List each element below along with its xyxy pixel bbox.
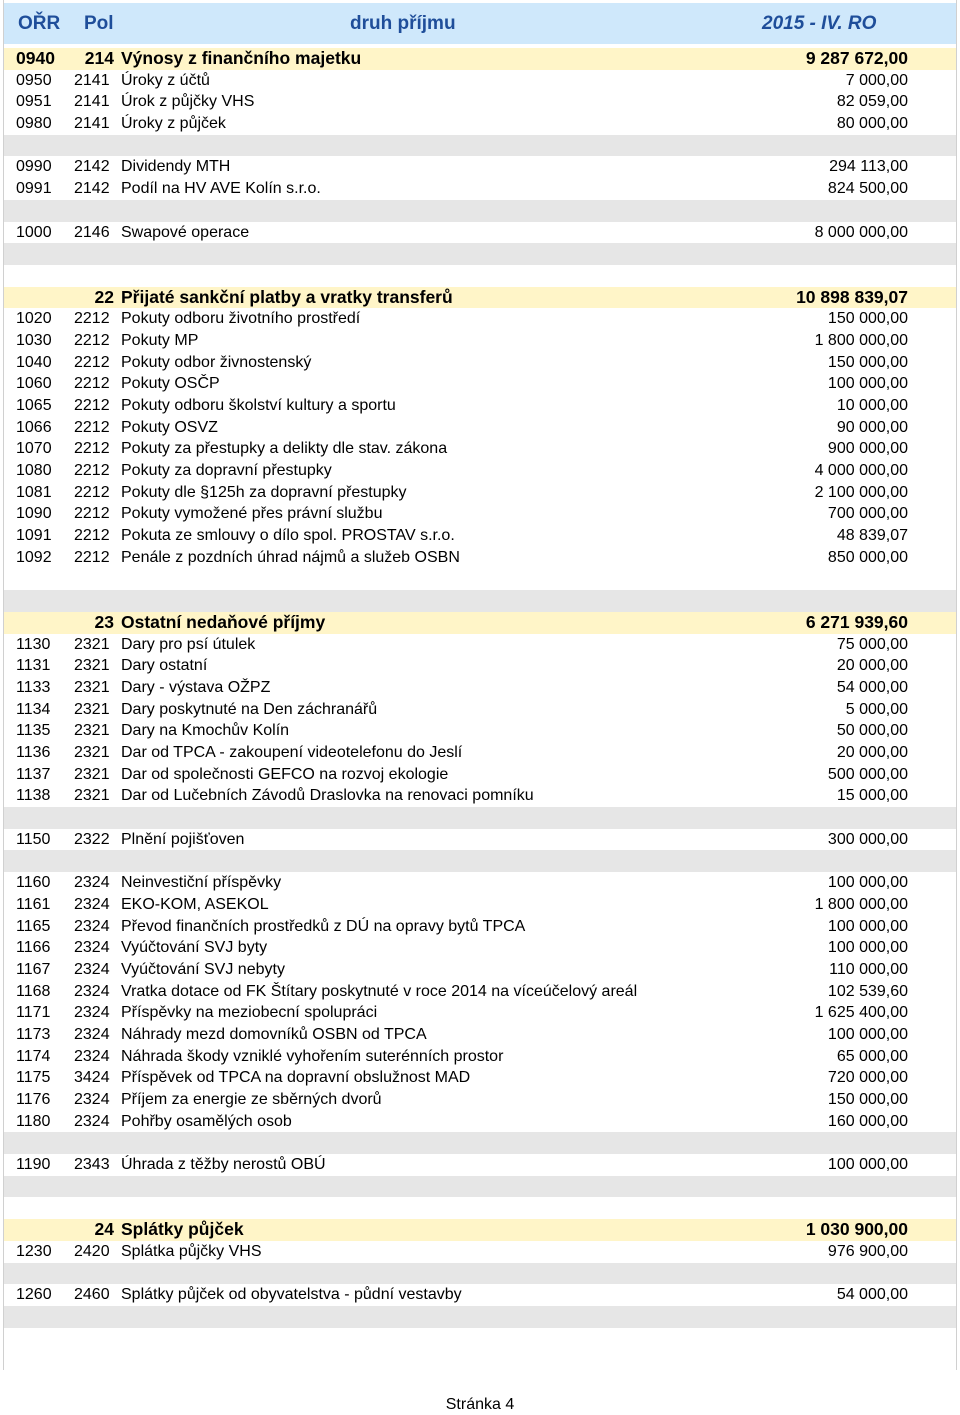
table-row [4, 156, 956, 178]
table-row [4, 178, 956, 200]
row-orr: 1066 [16, 418, 52, 436]
row-pol: 214 [84, 48, 114, 68]
blank-row [4, 569, 956, 591]
row-name: Příspěvek od TPCA na dopravní obslužnost MAD [121, 1069, 471, 1087]
row-pol: 2324 [74, 1091, 110, 1108]
row-amount: 1 800 000,00 [814, 331, 908, 349]
row-orr: 1166 [16, 939, 51, 957]
right-border [956, 0, 957, 1370]
row-pol: 24 [94, 1219, 114, 1240]
row-amount: 1 030 900,00 [805, 1219, 908, 1240]
row-name: Dar od Lučebních Závodů Draslovka na renovaci pomníku [121, 787, 534, 805]
blank-row [4, 850, 956, 872]
row-orr: 1020 [16, 310, 52, 328]
table-row [4, 373, 956, 395]
row-pol: 2420 [74, 1242, 110, 1260]
row-orr: 1161 [16, 895, 51, 913]
row-name: Pokuty odboru životního prostředí [121, 310, 361, 328]
row-name: Příspěvky na meziobecní spolupráci [121, 1004, 378, 1022]
row-pol: 2212 [74, 462, 110, 480]
table-header [4, 3, 956, 44]
row-pol: 2343 [74, 1156, 110, 1174]
row-name: Pohřby osamělých osob [121, 1112, 292, 1130]
row-amount: 6 271 939,60 [805, 611, 908, 632]
row-name: Pokuty odbor živnostenský [121, 353, 312, 371]
row-amount: 20 000,00 [836, 744, 908, 761]
table-row [4, 634, 956, 656]
blank-row [4, 1306, 956, 1328]
table-row [4, 720, 956, 742]
row-name: Pokuty OSČP [121, 375, 220, 393]
blank-row [4, 807, 956, 829]
table-row [4, 916, 956, 938]
row-pol: 2324 [74, 874, 110, 892]
row-amount: 1 625 400,00 [814, 1004, 908, 1022]
row-amount: 7 000,00 [845, 71, 908, 89]
row-name: Přijaté sankční platby a vratky transferů [121, 286, 453, 307]
row-orr: 1167 [16, 960, 51, 978]
row-pol: 2324 [74, 917, 110, 935]
blank-row [4, 1197, 956, 1219]
row-orr: 1080 [16, 462, 52, 480]
row-name: Úroky z účtů [121, 71, 210, 89]
row-name: Úrok z půjčky VHS [121, 93, 255, 111]
table-row [4, 1024, 956, 1046]
row-orr: 1137 [16, 765, 51, 783]
row-name: Dary pro psí útulek [121, 635, 256, 653]
row-name: Pokuty vymožené přes právní službu [121, 505, 383, 523]
row-amount: 15 000,00 [836, 787, 908, 805]
table-row [4, 460, 956, 482]
row-amount: 900 000,00 [827, 440, 908, 458]
row-name: Pokuty dle §125h za dopravní přestupky [121, 483, 407, 501]
table-row [4, 894, 956, 916]
row-orr: 1090 [16, 505, 52, 523]
row-pol: 2460 [74, 1286, 110, 1304]
blank-row [4, 243, 956, 265]
row-orr: 1173 [16, 1025, 51, 1043]
table-row [4, 872, 956, 894]
row-name: Náhrady mezd domovníků OSBN od TPCA [121, 1025, 427, 1043]
table-row [4, 91, 956, 113]
row-amount: 90 000,00 [836, 418, 908, 436]
row-name: Penále z pozdních úhrad nájmů a služeb OSBN [121, 548, 460, 566]
blank-row [4, 1328, 956, 1350]
row-amount: 150 000,00 [827, 353, 908, 371]
row-pol: 2212 [74, 548, 110, 566]
row-orr: 1230 [16, 1242, 52, 1260]
income-table [4, 48, 956, 1349]
row-pol: 2212 [74, 527, 110, 545]
row-name: Dary poskytnuté na Den záchranářů [121, 700, 378, 718]
row-name: Ostatní nedaňové příjmy [121, 611, 326, 632]
table-row [4, 352, 956, 374]
row-orr: 0990 [16, 158, 52, 176]
row-name: Vratka dotace od FK Štítary poskytnuté v roce 2014 na víceúčelový areál [121, 982, 638, 1000]
row-pol: 2324 [74, 1047, 110, 1065]
row-amount: 10 000,00 [836, 397, 908, 414]
row-orr: 1160 [16, 874, 51, 892]
row-amount: 8 000 000,00 [814, 223, 908, 241]
table-row [4, 1002, 956, 1024]
row-name: Dary ostatní [121, 657, 208, 675]
row-pol: 2324 [74, 960, 110, 978]
row-orr: 0951 [16, 93, 52, 111]
header-year: 2015 - IV. RO [762, 13, 877, 34]
row-pol: 2141 [74, 115, 110, 133]
row-pol: 2212 [74, 353, 110, 371]
row-amount: 4 000 000,00 [814, 462, 908, 480]
table-row [4, 503, 956, 525]
row-orr: 1060 [16, 375, 52, 393]
row-orr: 1131 [16, 657, 51, 675]
row-amount: 80 000,00 [836, 115, 908, 133]
table-row [4, 937, 956, 959]
row-pol: 2321 [74, 787, 110, 805]
row-orr: 1092 [16, 548, 52, 566]
blank-row [4, 200, 956, 222]
table-row [4, 742, 956, 764]
row-pol: 2212 [74, 375, 110, 393]
row-pol: 2324 [74, 939, 110, 957]
table-row [4, 785, 956, 807]
row-name: Dary - výstava OŽPZ [121, 678, 271, 696]
row-orr: 1180 [16, 1112, 51, 1130]
row-amount: 850 000,00 [827, 548, 908, 566]
table-row [4, 482, 956, 504]
row-orr: 1134 [16, 700, 51, 718]
table-row [4, 655, 956, 677]
row-pol: 2322 [74, 830, 110, 848]
row-amount: 54 000,00 [836, 678, 908, 696]
row-amount: 20 000,00 [836, 657, 908, 675]
row-orr: 1260 [16, 1286, 52, 1304]
row-pol: 2324 [74, 982, 110, 1000]
row-name: Neinvestiční příspěvky [121, 874, 282, 892]
row-name: Pokuta ze smlouvy o dílo spol. PROSTAV s.r.o. [121, 527, 455, 545]
blank-row [4, 135, 956, 157]
blank-row [4, 590, 956, 612]
row-pol: 2321 [74, 657, 110, 675]
table-row [4, 547, 956, 569]
table-row [4, 222, 956, 244]
row-orr: 0950 [16, 71, 52, 89]
row-pol: 2321 [74, 678, 110, 696]
row-pol: 2321 [74, 635, 110, 653]
table-row [4, 1046, 956, 1068]
row-amount: 100 000,00 [827, 1156, 908, 1174]
row-pol: 2141 [74, 71, 110, 89]
row-orr: 1176 [16, 1091, 51, 1108]
row-amount: 824 500,00 [827, 180, 908, 198]
row-amount: 1 800 000,00 [814, 895, 908, 913]
row-orr: 1138 [16, 787, 51, 805]
row-name: Úroky z půjček [121, 115, 226, 133]
table-row [4, 829, 956, 851]
row-amount: 110 000,00 [829, 960, 908, 978]
row-pol: 2324 [74, 895, 110, 913]
blank-row [4, 265, 956, 287]
row-name: Pokuty za dopravní přestupky [121, 462, 332, 480]
page-number: Stránka 4 [445, 1396, 515, 1413]
row-pol: 2321 [74, 765, 110, 783]
row-amount: 150 000,00 [827, 310, 908, 328]
section-row [4, 287, 956, 309]
row-amount: 976 900,00 [827, 1242, 908, 1260]
row-orr: 1000 [16, 223, 52, 241]
header-orr: OŘR [18, 13, 61, 34]
table-row [4, 438, 956, 460]
row-name: Příjem za energie ze sběrných dvorů [121, 1091, 382, 1108]
row-amount: 100 000,00 [827, 917, 908, 935]
section-row [4, 48, 956, 70]
row-orr: 0991 [16, 180, 52, 198]
row-orr: 1081 [16, 483, 52, 501]
row-orr: 1130 [16, 635, 51, 653]
table-row [4, 1089, 956, 1111]
row-name: Plnění pojišťoven [121, 830, 245, 848]
row-pol: 22 [94, 286, 114, 307]
row-name: Převod finančních prostředků z DÚ na opravy bytů TPCA [121, 917, 526, 935]
row-pol: 2212 [74, 397, 110, 414]
row-pol: 2212 [74, 505, 110, 523]
table-row [4, 677, 956, 699]
row-orr: 1168 [16, 982, 51, 1000]
table-row [4, 417, 956, 439]
row-orr: 0980 [16, 115, 52, 133]
table-row [4, 1067, 956, 1089]
row-amount: 102 539,60 [827, 982, 908, 1000]
row-amount: 82 059,00 [836, 93, 908, 111]
row-amount: 300 000,00 [827, 830, 908, 848]
row-orr: 1135 [16, 722, 51, 740]
row-amount: 2 100 000,00 [814, 483, 908, 501]
row-name: Dar od společnosti GEFCO na rozvoj ekologie [121, 765, 449, 783]
row-orr: 1030 [16, 331, 52, 349]
table-row [4, 308, 956, 330]
row-orr: 1165 [16, 917, 51, 935]
table-row [4, 113, 956, 135]
row-name: Pokuty odboru školství kultury a sportu [121, 397, 396, 414]
row-name: Vyúčtování SVJ nebyty [121, 960, 285, 978]
row-pol: 2212 [74, 310, 110, 328]
table-row [4, 395, 956, 417]
table-row [4, 330, 956, 352]
row-amount: 700 000,00 [827, 505, 908, 523]
row-pol: 2146 [74, 223, 110, 241]
row-name: Dar od TPCA - zakoupení videotelefonu do Jeslí [121, 744, 463, 761]
row-amount: 10 898 839,07 [796, 286, 908, 307]
row-pol: 2212 [74, 483, 110, 501]
row-pol: 2212 [74, 440, 110, 458]
table-row [4, 1154, 956, 1176]
row-orr: 1190 [16, 1156, 51, 1174]
row-pol: 2324 [74, 1025, 110, 1043]
row-name: Splátky půjček [121, 1219, 244, 1240]
row-amount: 100 000,00 [827, 939, 908, 957]
blank-row [4, 1176, 956, 1198]
row-name: Pokuty OSVZ [121, 418, 218, 436]
row-name: Náhrada škody vzniklé vyhořením suterénních prostor [121, 1047, 504, 1065]
row-amount: 160 000,00 [827, 1112, 908, 1130]
row-amount: 720 000,00 [827, 1069, 908, 1087]
row-amount: 100 000,00 [827, 375, 908, 393]
section-row [4, 612, 956, 634]
row-name: Pokuty MP [121, 331, 199, 349]
row-amount: 75 000,00 [836, 635, 908, 653]
row-amount: 294 113,00 [829, 158, 908, 176]
row-orr: 1065 [16, 397, 52, 414]
row-orr: 1150 [16, 830, 51, 848]
row-orr: 1070 [16, 440, 52, 458]
row-orr: 1174 [16, 1047, 51, 1065]
row-pol: 2141 [74, 93, 110, 111]
row-amount: 54 000,00 [836, 1286, 908, 1304]
row-amount: 5 000,00 [845, 700, 908, 718]
row-pol: 2324 [74, 1112, 110, 1130]
table-row [4, 1241, 956, 1263]
blank-row [4, 1132, 956, 1154]
row-pol: 2321 [74, 722, 110, 740]
row-amount: 100 000,00 [827, 874, 908, 892]
row-orr: 1136 [16, 744, 51, 761]
row-amount: 9 287 672,00 [805, 48, 908, 68]
row-orr: 1040 [16, 353, 52, 371]
header-druh-prijmu: druh příjmu [350, 13, 456, 34]
row-name: Výnosy z finančního majetku [121, 48, 362, 68]
table-row [4, 1111, 956, 1133]
row-pol: 2321 [74, 700, 110, 718]
row-name: Splátky půjček od obyvatelstva - půdní vestavby [121, 1286, 462, 1304]
row-pol: 2324 [74, 1004, 110, 1022]
row-pol: 3424 [74, 1069, 110, 1087]
header-pol: Pol [84, 13, 114, 34]
row-amount: 100 000,00 [827, 1025, 908, 1043]
row-pol: 2321 [74, 744, 110, 761]
row-amount: 500 000,00 [827, 765, 908, 783]
row-name: Dividendy MTH [121, 158, 231, 176]
row-orr: 0940 [16, 48, 55, 68]
table-row [4, 959, 956, 981]
row-name: Úhrada z těžby nerostů OBÚ [121, 1156, 326, 1174]
table-row [4, 699, 956, 721]
row-amount: 48 839,07 [836, 527, 908, 545]
row-pol: 2142 [74, 158, 110, 176]
blank-row [4, 1263, 956, 1285]
row-pol: 23 [94, 611, 114, 632]
row-name: Podíl na HV AVE Kolín s.r.o. [121, 180, 321, 198]
row-orr: 1091 [16, 527, 52, 545]
row-pol: 2212 [74, 418, 110, 436]
row-name: EKO-KOM, ASEKOL [121, 895, 269, 913]
section-row [4, 1219, 956, 1241]
row-pol: 2142 [74, 180, 110, 198]
row-name: Swapové operace [121, 223, 250, 241]
row-name: Dary na Kmochův Kolín [121, 722, 290, 740]
table-row [4, 70, 956, 92]
table-row [4, 981, 956, 1003]
row-orr: 1133 [16, 678, 51, 696]
row-name: Splátka půjčky VHS [121, 1242, 262, 1260]
row-pol: 2212 [74, 331, 110, 349]
row-orr: 1171 [16, 1004, 51, 1022]
row-name: Vyúčtování SVJ byty [121, 939, 268, 957]
row-amount: 150 000,00 [827, 1091, 908, 1108]
row-name: Pokuty za přestupky a delikty dle stav. zákona [121, 440, 448, 458]
row-amount: 50 000,00 [836, 722, 908, 740]
table-row [4, 764, 956, 786]
table-row [4, 1284, 956, 1306]
row-orr: 1175 [16, 1069, 51, 1087]
table-row [4, 525, 956, 547]
row-amount: 65 000,00 [836, 1047, 908, 1065]
